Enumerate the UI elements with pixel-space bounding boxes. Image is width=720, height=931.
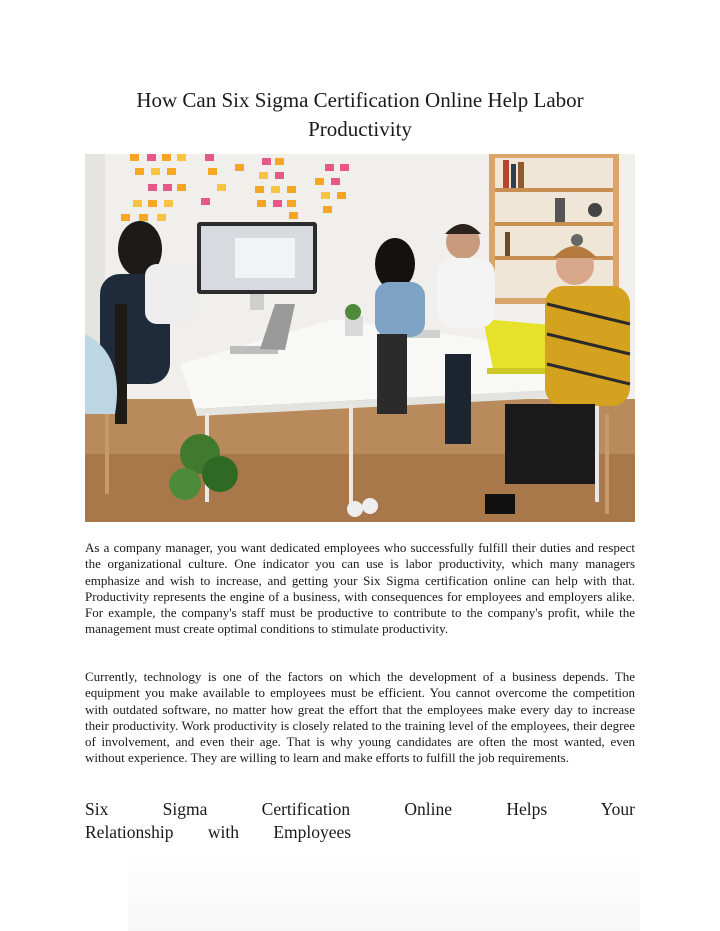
page-shadow <box>128 855 640 931</box>
bookshelf <box>489 154 619 304</box>
page-title: How Can Six Sigma Certification Online Help Labor Productivity <box>136 88 584 141</box>
paragraph-intro: As a company manager, you want dedicated employees who successfully fulfill their duties and respect the organizational culture. One indicator you can use is labor productivity, which many managers emphasize and wish to increase, and getting your Six Sigma certification online can help with that. Productivity represents the engine of a business, with consequences for employees and employers alike. For example, the company's staff must be productive to contribute to the company's profit, while the management must create optimal conditions to stimulate productivity. <box>85 540 635 637</box>
office-meeting-photo <box>85 154 635 522</box>
section-heading: Six Sigma Certification Online Helps Your Relationship with Employees <box>85 799 635 842</box>
paragraph-technology: Currently, technology is one of the factors on which the development of a business depends. The equipment you make available to employees must be efficient. You cannot overcome the competition with outdated software, no matter how great the effort that the employees make every day to increase their productivity. Work productivity is closely related to the training level of the employees, their degree of involvement, and even their age. That is why young candidates are often the most wanted, even without experience. They are willing to learn and make efforts to fulfill the job requirements. <box>85 669 635 766</box>
